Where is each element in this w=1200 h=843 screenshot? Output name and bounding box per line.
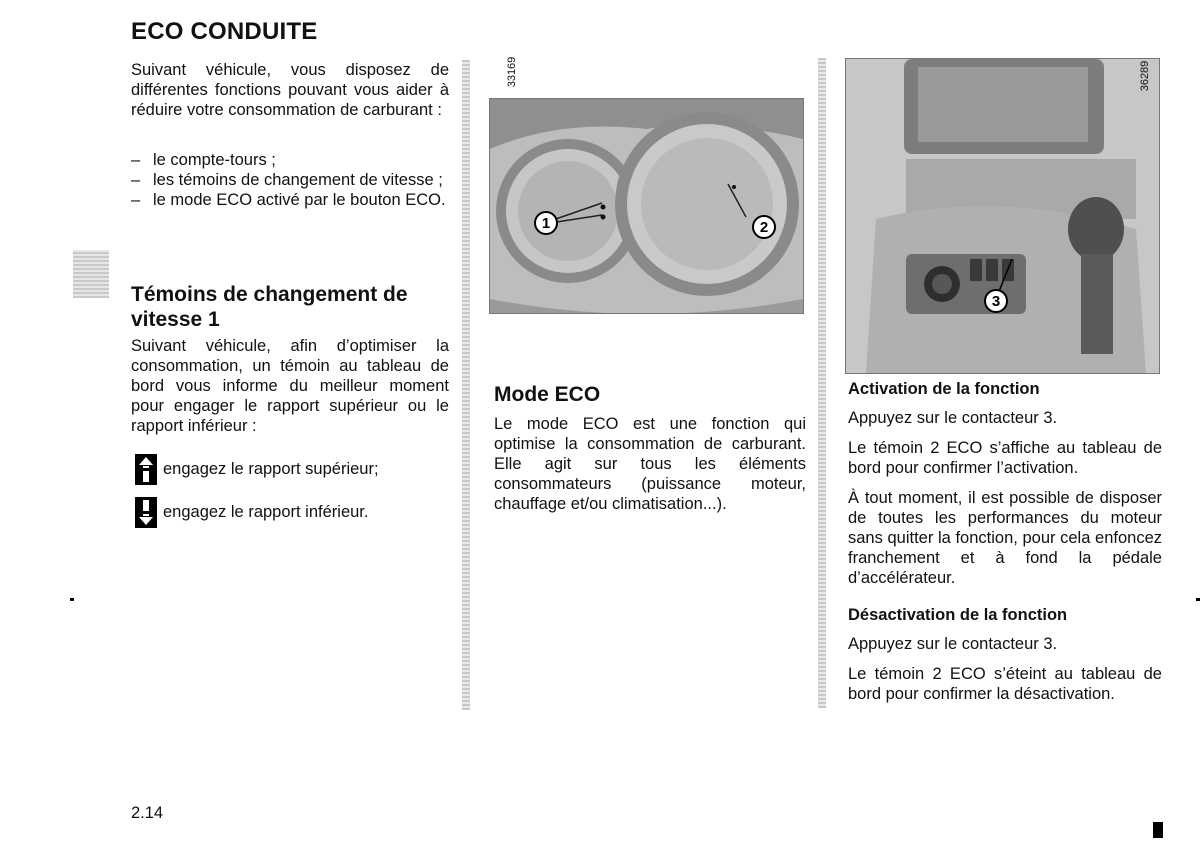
- features-list: [131, 150, 449, 210]
- shift-up-label: engagez le rapport supérieur;: [163, 459, 379, 478]
- section-title-eco-mode: Mode ECO: [494, 383, 601, 406]
- section-title-gear-indicators: Témoins de changement de vitesse 1: [131, 283, 408, 331]
- accelerator-override-note: À tout moment, il est possible de disposer de toutes les performances du moteur sans quitter la fonction, pour cela enfoncez franchement et à fond la pédale d’accélérateur.: [848, 489, 1162, 587]
- eco-mode-paragraph: Le mode ECO est une fonction qui optimise la consommation de carburant. Elle agit sur tous les éléments consommateurs (puissance moteur, chauffage et/ou climatisation...).: [494, 415, 806, 513]
- gear-indicators-paragraph: Suivant véhicule, afin d’optimiser la consommation, un témoin au tableau de bord vous informe du meilleur moment pour engager le rapport supérieur ou le rapport inférieur :: [131, 337, 449, 435]
- dashboard-figure: [489, 98, 804, 314]
- list-item: – le compte-tours ;: [131, 150, 449, 170]
- figure-id-left: 33169: [506, 56, 518, 88]
- chapter-tab-marker: [73, 250, 109, 298]
- activation-step: Appuyez sur le contacteur 3.: [848, 409, 1058, 427]
- deactivation-step: Appuyez sur le contacteur 3.: [848, 635, 1058, 653]
- console-illustration: [846, 59, 1159, 373]
- deactivation-confirmation: Le témoin 2 ECO s’éteint au tableau de bord pour confirmer la désactivation.: [848, 665, 1162, 703]
- page-number: 2.14: [131, 804, 164, 822]
- margin-mark-right: [1196, 598, 1200, 601]
- callout-2: 2: [759, 219, 769, 236]
- column-divider-1: [462, 60, 470, 710]
- dashboard-illustration: [490, 99, 803, 313]
- console-figure: [845, 58, 1160, 374]
- column-divider-2: [818, 58, 826, 708]
- deactivation-title: Désactivation de la fonction: [848, 606, 1068, 624]
- intro-paragraph: Suivant véhicule, vous disposez de différentes fonctions pouvant vous aider à réduire votre consommation de carburant :: [131, 61, 449, 119]
- activation-title: Activation de la fonction: [848, 380, 1040, 398]
- shift-up-icon: [135, 454, 157, 485]
- margin-mark-left: [70, 598, 74, 601]
- shift-down-label: engagez le rapport inférieur.: [163, 502, 369, 521]
- callout-3: 3: [991, 293, 1001, 310]
- shift-down-row: [135, 497, 435, 528]
- figure-id-right: 36289: [1139, 60, 1151, 92]
- list-item: – les témoins de changement de vitesse ;: [131, 170, 449, 190]
- page-title: ECO CONDUITE: [131, 18, 318, 45]
- list-item: – le mode ECO activé par le bouton ECO.: [131, 190, 449, 210]
- page-end-mark: [1153, 822, 1163, 838]
- shift-up-row: [135, 454, 435, 485]
- callout-1: 1: [541, 215, 551, 232]
- shift-down-icon: [135, 497, 157, 528]
- activation-confirmation: Le témoin 2 ECO s’affiche au tableau de bord pour confirmer l’activation.: [848, 439, 1162, 477]
